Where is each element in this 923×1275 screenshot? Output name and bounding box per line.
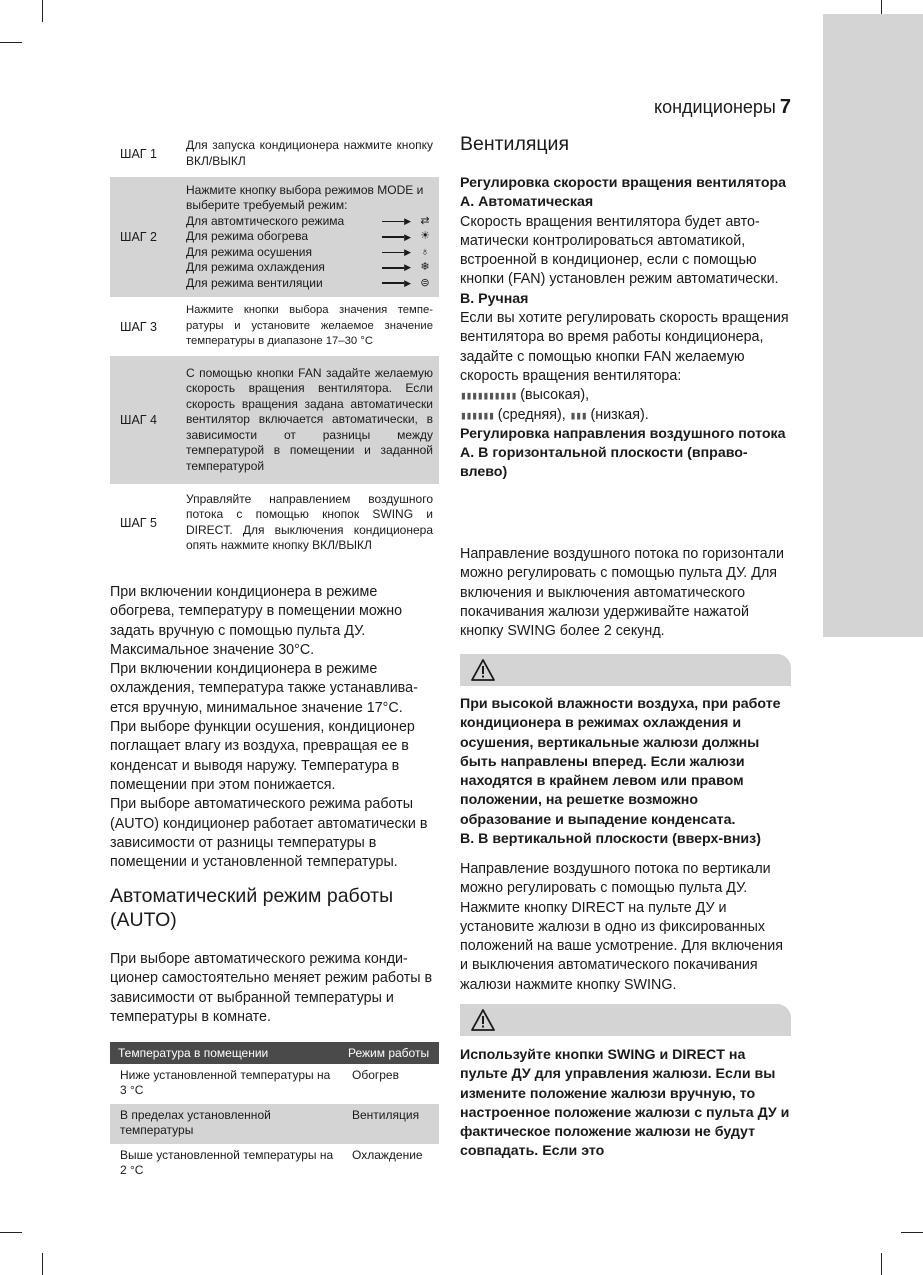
sun-icon: ☀ [420, 230, 430, 243]
speed-high-label: (высокая), [520, 387, 590, 404]
table-cell: Обогрев [352, 1068, 399, 1082]
step-text: Для запуска кондиционера нажмите кнопку ВКЛ/ВЫКЛ [186, 138, 433, 168]
table-cell: Вентиляция [342, 1104, 439, 1144]
warning-icon [470, 1008, 496, 1032]
crop-mark [901, 1232, 923, 1233]
paragraph: При включении кондиционера в режиме охлаждения, температура также устанавливается вручную, минимальное значение 17°С. [110, 661, 418, 716]
step-label: ШАГ 1 [120, 146, 157, 161]
mode-text: Для режима обогрева [186, 229, 309, 244]
warning-banner [460, 654, 791, 686]
paragraph: Если вы хотите регулировать скорость вращения вентилятора во время работы кондиционера, задайте с помощью кнопки FAN желаемую скорость вращения вентилятора: [460, 310, 789, 384]
steps-table [110, 130, 439, 561]
speed-low-icon: ▮▮▮ [569, 408, 587, 422]
fan-speed-section [460, 174, 792, 483]
subheading: Регулировка направления воздушного потока [460, 425, 786, 442]
mode-row [186, 260, 433, 275]
speed-high-icon: ▮▮▮▮▮▮▮▮▮▮ [460, 389, 517, 403]
step-row [110, 130, 439, 177]
speed-mid-icon: ▮▮▮▮▮▮ [460, 408, 494, 422]
warning-text [460, 695, 792, 849]
subheading: А. В горизонтальной плоскости (вправо-влево) [460, 445, 748, 481]
speed-low-label: (низкая). [590, 406, 649, 423]
speed-mid-label: (средняя), [497, 406, 566, 423]
fan-icon: ⊜ [420, 276, 430, 289]
auto-icon: ⇄ [420, 214, 430, 227]
table-header: Режим работы [342, 1042, 439, 1064]
mode-row [186, 229, 433, 244]
arrow: ▶ ❄ [382, 260, 433, 275]
auto-mode-table [110, 1042, 439, 1184]
crop-mark [0, 1232, 22, 1233]
paragraph: При выборе автоматического режима кондиционер самостоятельно меняет режим работы в зависимости от выбранной температуры и температуры в комнате. [110, 951, 433, 1025]
ventilation-heading: Вентиляция [460, 133, 570, 155]
mode-text: Для режима охлаждения [186, 260, 325, 275]
subheading: В. Ручная [460, 290, 529, 307]
page-number: 7 [779, 96, 791, 118]
paragraph: Скорость вращения вентилятора будет автоматически контролироваться автоматикой, встроенной в кондиционер, если с помощью кнопки (FAN) установлен режим автоматически. [460, 213, 779, 288]
table-cell: Выше установленной температуры на 2 °С [120, 1148, 334, 1177]
table-cell: В пределах установленной температуры [110, 1104, 342, 1144]
table-row [110, 1144, 439, 1184]
step-label: ШАГ 5 [120, 515, 157, 530]
table-cell: Охлаждение [352, 1148, 423, 1162]
mode-intro: Нажмите кнопку выбора режимов MODE и выберите требуемый режим: [186, 183, 424, 213]
mode-text: Для режима осушения [186, 244, 312, 259]
warning-icon [470, 658, 496, 682]
mode-row [186, 214, 433, 229]
step-row [110, 177, 439, 297]
paragraph: При выборе функции осушения, кондиционер поглащает влагу из воздуха, превращая ее в конденсат и выводя наружу. Температура в помещении при этом понижается. [110, 719, 415, 793]
left-text [110, 583, 440, 872]
warning-paragraph: При высокой влажности воздуха, при работе кондиционера в режимах охлаждения и осушения, вертикальные жалюзи должны быть направлены вперед. Если жалюзи находятся в крайнем левом или правом положении, на решетке возможно образование и выпадение конденсата. [460, 696, 781, 828]
step-text: Нажмите кнопки выбора значения температуры и установите желаемое значение температуры в диапазоне 17–30 °С [186, 304, 433, 348]
crop-mark [0, 42, 22, 43]
section-side-tab [823, 14, 923, 637]
table-cell: Ниже установленной температуры на 3 °С [120, 1068, 331, 1097]
mode-text: Для автомтического режима [186, 213, 345, 228]
paragraph: При включении кондиционера в режиме обогрева, температуру в помещении можно задать вручную с помощью пульта ДУ. Максимальное значение 30°С. [110, 584, 403, 658]
paragraph: Направление воздушного потока по горизонтали можно регулировать с помощью пульта ДУ. Для включения и выключения автоматического покачивания жалюзи удерживайте нажатой кнопку SWING более 2 секунд. [460, 546, 784, 640]
table-row [110, 1064, 439, 1104]
subheading: Регулировка скорости вращения вентилятора [460, 175, 787, 191]
warning-banner [460, 1004, 791, 1036]
crop-mark [42, 0, 43, 22]
drop-icon: ♁ [420, 245, 430, 258]
arrow: ▶ ⇄ [382, 214, 433, 229]
step-text [186, 179, 439, 295]
step-label: ШАГ 4 [120, 413, 157, 427]
auto-mode-heading: Автоматический режим работы (AUTO) [110, 885, 394, 931]
warning-paragraph: Используйте кнопки SWING и DIRECT на пульте ДУ для управления жалюзи. Если вы измените положение жалюзи вручную, то настроенное положение жалюзи с пульта ДУ и фактическое положение жалюзи не будут совпадать. Если это [460, 1047, 790, 1160]
section-title: кондиционеры [654, 97, 776, 117]
step-row [110, 297, 439, 356]
mode-row [186, 276, 433, 291]
crop-mark [42, 1253, 43, 1275]
subheading: В. В вертикальной плоскости (вверх-вниз) [460, 831, 761, 848]
step-text: Управляйте направлением воздушного потока с помощью кнопок SWING и DIRECT. Для выключения кондиционера опять нажмите кнопку ВКЛ/ВЫКЛ [186, 491, 433, 552]
step-row [110, 484, 439, 561]
paragraph: Направление воздушного потока по вертикали можно регулировать с помощью пульта ДУ. Нажмите кнопку DIRECT на пульте ДУ и установите жалюзи в одно из фиксированных положений на ваше усмотрение. Для включения и выключения автоматического покачивания жалюзи нажмите кнопку SWING. [460, 861, 783, 993]
snowflake-icon: ❄ [420, 261, 430, 274]
arrow: ▶ ⊜ [382, 276, 433, 291]
crop-mark [881, 1253, 882, 1275]
paragraph: При выборе автоматического режима работы (AUTO) кондиционер работает автоматически в зависимости от разницы температуры в помещении и установленной температуры. [110, 796, 428, 871]
page-header [654, 96, 791, 119]
arrow: ▶ ♁ [382, 245, 433, 260]
mode-row [186, 245, 433, 260]
step-row [110, 356, 439, 484]
fan-speeds [460, 386, 792, 425]
subheading: А. Автоматическая [460, 194, 594, 211]
step-text: С помощью кнопки FAN задайте желаемую скорость вращения вентилятора. Если скорость вращения задана автоматически вентилятор включается автоматически, в зависимости от разницы между температурой в помещении и заданной температурой [186, 366, 433, 473]
step-label: ШАГ 3 [120, 319, 157, 334]
arrow: ▶ ☀ [382, 229, 433, 244]
mode-text: Для режима вентиляции [186, 275, 323, 290]
table-header: Температура в помещении [110, 1042, 342, 1064]
table-row [110, 1104, 439, 1144]
step-label: ШАГ 2 [120, 230, 157, 244]
